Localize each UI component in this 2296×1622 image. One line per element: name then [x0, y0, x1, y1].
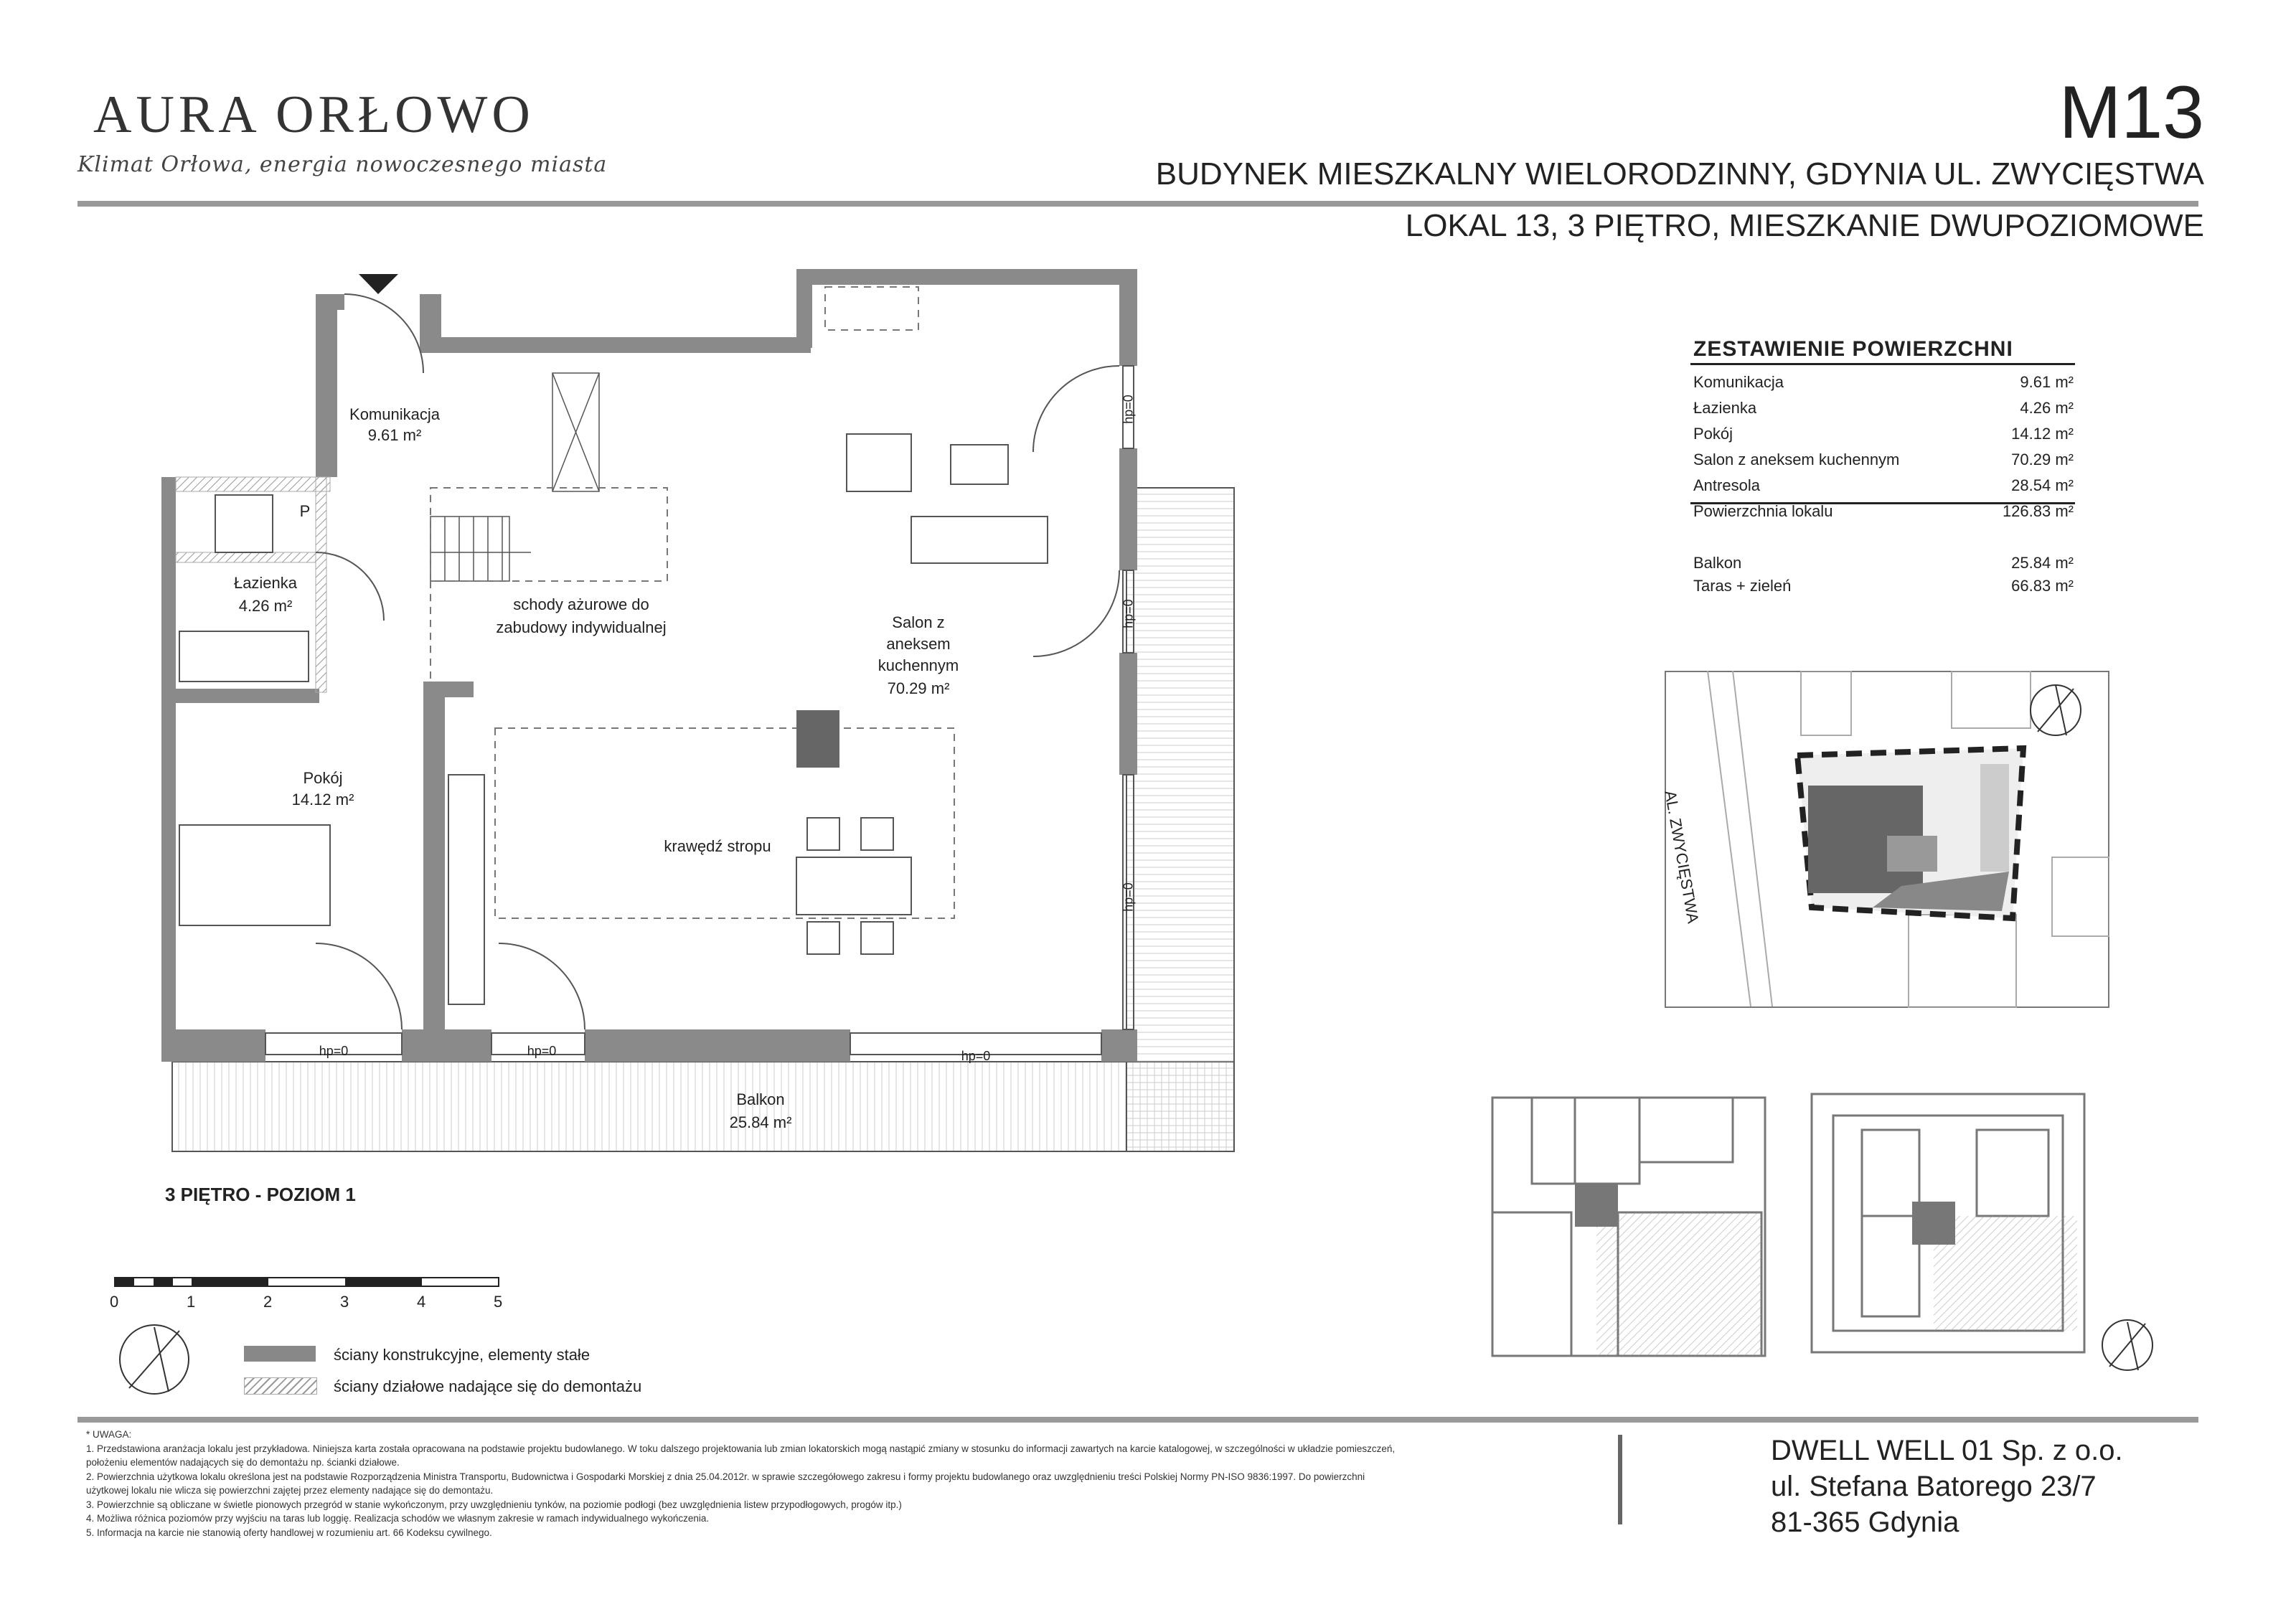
areas-extra-row: Taras + zieleń 66.83 m² [1693, 577, 2074, 595]
hp-label: hp=0 [319, 1044, 349, 1058]
room-name-salon-line2: aneksem [886, 635, 951, 653]
legend-partition-swatch [244, 1377, 317, 1395]
wc-label: P [299, 502, 311, 520]
street-label: AL. ZWYCIĘSTWA [1661, 789, 1703, 925]
legend-structural-label: ściany konstrukcyjne, elementy stałe [334, 1346, 591, 1364]
note-line: 2. Powierzchnia użytkowa lokalu określona jest na podstawie Rozporządzenia Ministra Transportu, Budownictwa i Gospodarki Morskiej z dnia 25.04.2012r. w sprawie szczegółowego zakresu i formy projektu budowlanego oraz uwzględnieniu treści Polskiej Normy PN-ISO 9836:1997. Do powierzchni [86, 1471, 1365, 1482]
room-name-salon-line3: kuchennym [878, 656, 959, 674]
note-line: użytkowej lokalu nie wlicza się powierzchni zajętej przez elementy nadające się do demontażu. [86, 1485, 494, 1496]
legend-partition-label: ściany działowe nadające się do demontażu [334, 1377, 642, 1395]
company-name: DWELL WELL 01 Sp. z o.o. [1771, 1435, 2123, 1466]
scale-tick: 1 [187, 1293, 196, 1311]
room-name-komunikacja: Komunikacja [349, 405, 440, 423]
hp-label: hp=0 [527, 1044, 557, 1058]
level-label: 3 PIĘTRO - POZIOM 1 [165, 1184, 356, 1205]
brand-logo: AURA ORŁOWO [93, 85, 535, 144]
room-area-pokoj: 14.12 m² [291, 791, 354, 808]
footer-separator [1618, 1435, 1622, 1524]
room-area-lazienka: 4.26 m² [238, 597, 293, 615]
note-line: * UWAGA: [86, 1429, 132, 1440]
room-area-salon: 70.29 m² [887, 679, 950, 697]
building-thumbnail-2 [1805, 1087, 2092, 1359]
building-thumbnail-1 [1489, 1083, 1776, 1363]
unit-code: M13 [2059, 71, 2204, 154]
north-arrow-icon [115, 1320, 194, 1399]
note-line: 5. Informacja na karcie nie stanowią oferty handlowej w rozumieniu art. 66 Kodeksu cywilnego. [86, 1527, 492, 1538]
entry-marker [359, 274, 398, 294]
balcony-deck-right [1126, 488, 1234, 1151]
hp-label: hp=0 [961, 1049, 991, 1063]
hp-label: hp=0 [1121, 395, 1136, 424]
brand-tagline: Klimat Orłowa, energia nowoczesnego miasta [77, 152, 608, 177]
areas-row: Salon z aneksem kuchennym 70.29 m² [1693, 451, 2074, 468]
scale-tick: 3 [340, 1293, 349, 1311]
room-name-balkon: Balkon [736, 1090, 785, 1108]
stairs-note-line2: zabudowy indywidualnej [496, 618, 667, 636]
site-map [1665, 671, 2109, 1008]
note-line: 3. Powierzchnie są obliczane w świetle pionowych przegród w stanie wykończonym, przy uwzględnieniu tynków, na poziomie podłogi (bez uwzględnienia listew przypodłogowych, progów itp.) [86, 1499, 902, 1510]
ceiling-edge-label: krawędź stropu [664, 837, 771, 855]
areas-table-title: ZESTAWIENIE POWIERZCHNI [1693, 337, 2013, 361]
areas-total-row: Powierzchnia lokalu 126.83 m² [1693, 502, 2074, 520]
room-area-komunikacja: 9.61 m² [367, 426, 422, 444]
areas-row: Antresola 28.54 m² [1693, 476, 2074, 494]
areas-row: Komunikacja 9.61 m² [1693, 373, 2074, 391]
stairs-note-line1: schody ażurowe do [513, 595, 649, 613]
hp-label: hp=0 [1121, 599, 1136, 628]
company-street: ul. Stefana Batorego 23/7 [1771, 1471, 2097, 1502]
legend-structural-swatch [244, 1346, 316, 1362]
hp-label: hp=0 [1121, 882, 1136, 912]
company-city: 81-365 Gdynia [1771, 1507, 1959, 1538]
areas-extra-row: Balkon 25.84 m² [1693, 554, 2074, 572]
stairs [430, 373, 599, 581]
room-name-pokoj: Pokój [303, 769, 343, 787]
areas-row: Pokój 14.12 m² [1693, 425, 2074, 443]
bottom-divider [77, 1417, 2198, 1423]
scale-tick: 4 [417, 1293, 426, 1311]
notes [86, 1428, 1607, 1540]
scale-tick: 5 [494, 1293, 503, 1311]
note-line: 4. Możliwa różnica poziomów przy wyjściu na taras lub loggię. Realizacja schodów we własnym zakresie w ramach indywidualnego wykończenia. [86, 1513, 710, 1524]
unit-description: LOKAL 13, 3 PIĘTRO, MIESZKANIE DWUPOZIOMOWE [1405, 208, 2204, 243]
note-line: położeniu elementów nadających się do demontażu np. ścianki działowe. [86, 1457, 400, 1468]
scale-tick: 2 [263, 1293, 273, 1311]
building-title: BUDYNEK MIESZKALNY WIELORODZINNY, GDYNIA UL. ZWYCIĘSTWA [1155, 156, 2204, 192]
room-name-salon-line1: Salon z [892, 613, 945, 631]
compass-icon [2099, 1316, 2156, 1374]
areas-row: Łazienka 4.26 m² [1693, 399, 2074, 417]
note-line: 1. Przedstawiona aranżacja lokalu jest przykładowa. Niniejsza karta została opracowana na podstawie projektu budowlanego. W toku dalszego projektowania lub zmian lokatorskich mogą nastąpić zmiany w stosunku do informacji zawartych na karcie katalogowej, w szczególności w układzie pomieszczeń, [86, 1443, 1396, 1454]
room-area-balkon: 25.84 m² [729, 1113, 792, 1131]
scale-bar [111, 1273, 513, 1295]
kitchen-island [796, 710, 839, 768]
scale-tick: 0 [110, 1293, 119, 1311]
room-name-lazienka: Łazienka [233, 574, 298, 592]
